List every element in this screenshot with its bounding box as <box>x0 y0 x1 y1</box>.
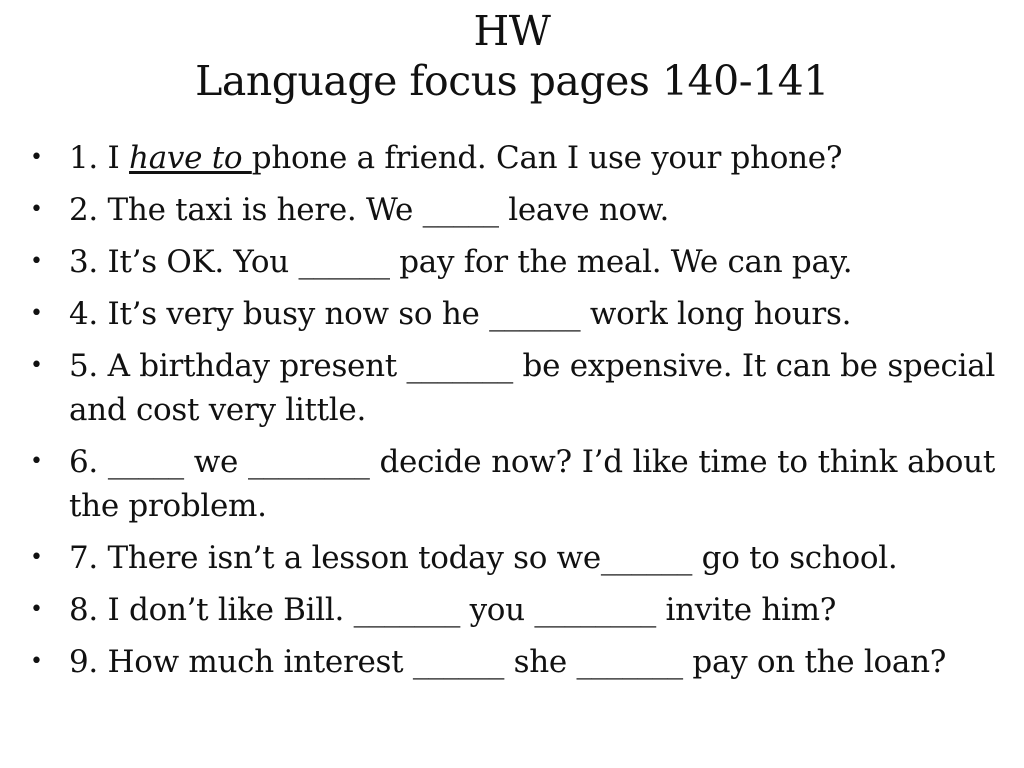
bullet-icon: • <box>30 545 43 570</box>
bullet-icon: • <box>30 145 43 170</box>
exercise-item-4 <box>30 292 995 336</box>
bullet-icon: • <box>30 597 43 622</box>
exercise-item-2-text: 2. The taxi is here. We _____ leave now. <box>69 192 670 228</box>
exercise-item-1-prefix: 1. I <box>69 140 130 176</box>
bullet-icon: • <box>30 197 43 222</box>
exercise-item-6 <box>30 440 995 528</box>
exercise-item-3 <box>30 240 995 284</box>
title-hw: HW <box>473 7 551 55</box>
exercise-item-4-text: 4. It’s very busy now so he ______ work long hours. <box>69 296 852 332</box>
exercise-item-7-text: 7. There isn’t a lesson today so we______ go to school. <box>69 540 898 576</box>
slide-title <box>0 6 1024 106</box>
exercise-item-1-suffix: phone a friend. Can I use your phone? <box>251 140 843 176</box>
exercise-list <box>30 136 995 692</box>
title-language-focus: Language focus pages 140-141 <box>195 57 829 105</box>
bullet-icon: • <box>30 449 43 474</box>
exercise-item-9 <box>30 640 995 684</box>
exercise-item-7 <box>30 536 995 580</box>
exercise-item-5 <box>30 344 995 432</box>
bullet-icon: • <box>30 301 43 326</box>
exercise-item-5-text: 5. A birthday present _______ be expensive. It can be special and cost very little. <box>69 348 995 428</box>
bullet-icon: • <box>30 649 43 674</box>
exercise-item-3-text: 3. It’s OK. You ______ pay for the meal. We can pay. <box>69 244 853 280</box>
exercise-item-9-text: 9. How much interest ______ she _______ pay on the loan? <box>69 644 947 680</box>
exercise-item-6-text: 6. _____ we ________ decide now? I’d like time to think about the problem. <box>69 444 995 524</box>
exercise-item-8-text: 8. I don’t like Bill. _______ you ________ invite him? <box>69 592 837 628</box>
exercise-item-8 <box>30 588 995 632</box>
bullet-icon: • <box>30 249 43 274</box>
exercise-item-2 <box>30 188 995 232</box>
exercise-item-1-answer: have to <box>129 140 252 176</box>
bullet-icon: • <box>30 353 43 378</box>
exercise-item-1 <box>30 136 995 180</box>
